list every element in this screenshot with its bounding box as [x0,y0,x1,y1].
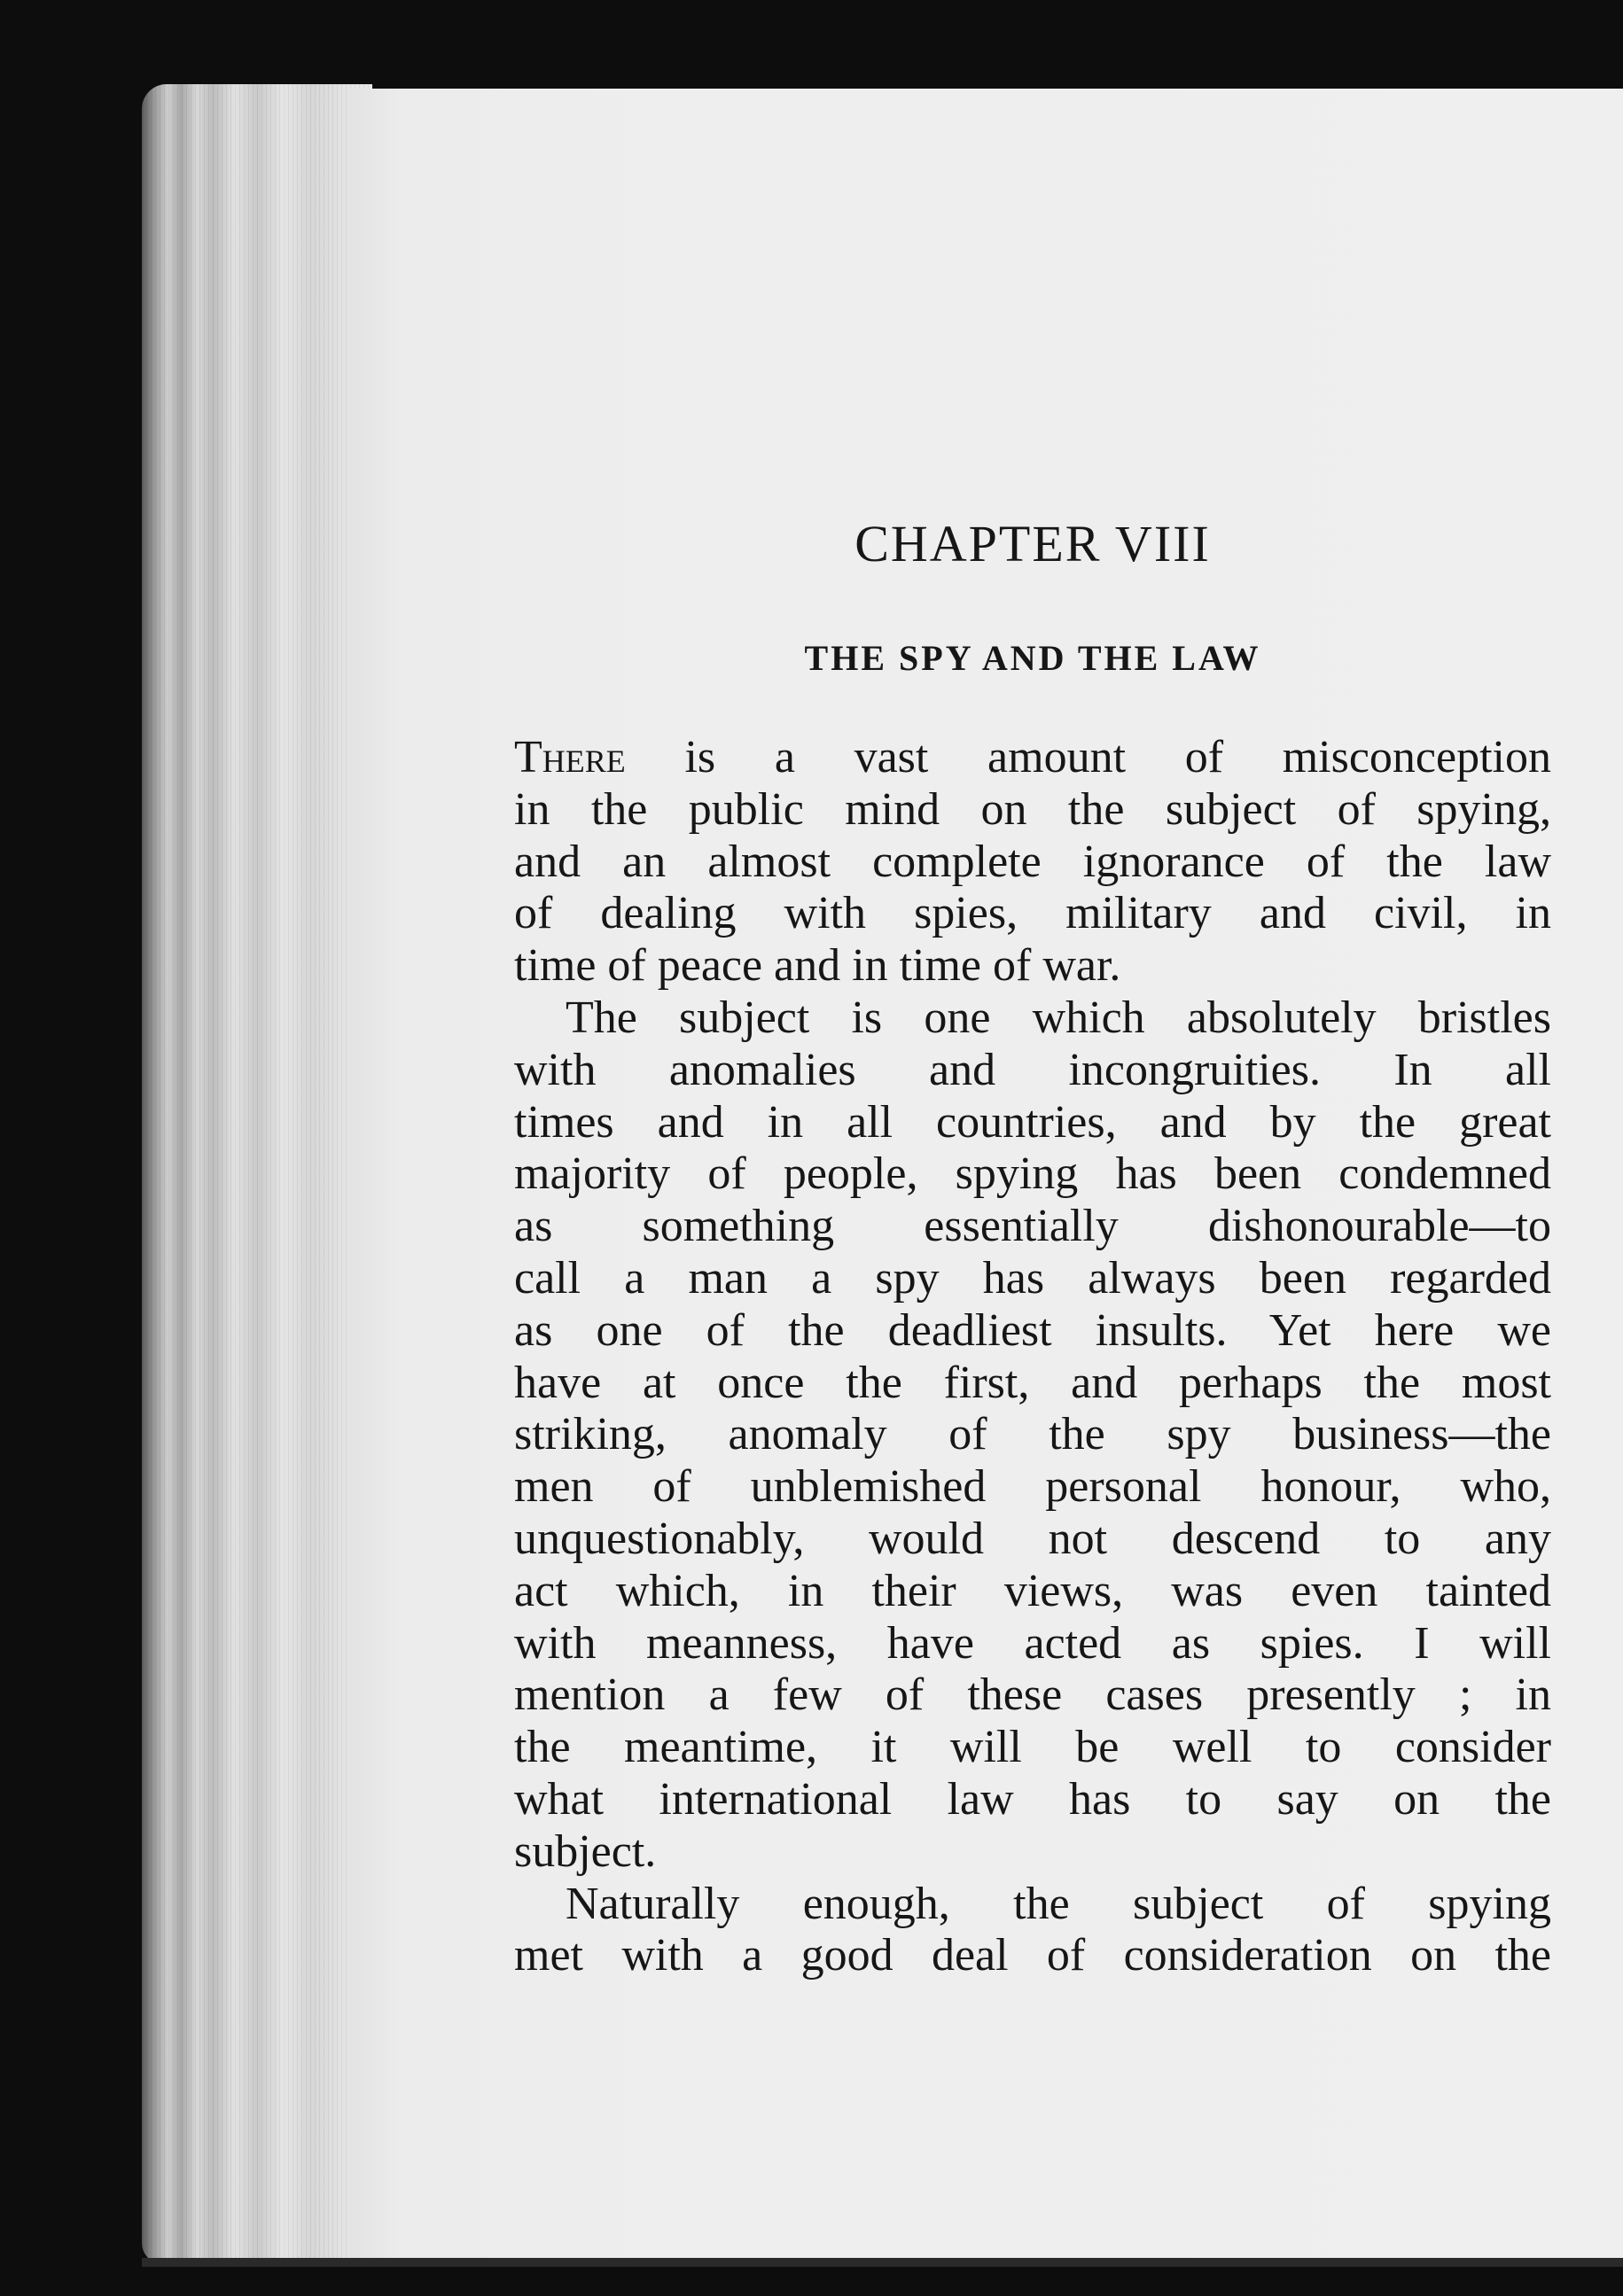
text-line: act which, in their views, was even tainted [514,1565,1551,1616]
chapter-subtitle: THE SPY AND THE LAW [804,638,1261,678]
text-line: in the public mind on the subject of spying, [514,783,1551,835]
text-line: what international law has to say on the [514,1773,1551,1825]
drop-word: There [514,732,626,782]
text-line: subject. [514,1825,657,1877]
text-line: Naturally enough, the subject of spying [566,1878,1551,1929]
text-line: mention a few of these cases presently ; in [514,1669,1551,1721]
chapter-title: CHAPTER VIII [854,515,1211,572]
body-text [514,732,1551,1982]
text-line: time of peace and in time of war. [514,940,1121,992]
text-line: striking, anomaly of the spy business—the [514,1409,1551,1460]
book-bottom-shadow [142,2258,1623,2267]
page-edges [142,84,372,2264]
text-line [514,732,1551,784]
text-line: have at once the first, and perhaps the most [514,1357,1551,1408]
text-line: call a man a spy has always been regarded [514,1252,1551,1304]
text-line: and an almost complete ignorance of the law [514,836,1551,887]
text-line: with meanness, have acted as spies. I will [514,1617,1551,1669]
text-line: The subject is one which absolutely bristles [566,992,1551,1043]
text-line: as one of the deadliest insults. Yet here we [514,1304,1551,1356]
text-line: the meantime, it will be well to consider [514,1722,1551,1773]
text-line-rest: is a vast amount of misconception [625,732,1551,782]
text-line: times and in all countries, and by the great [514,1096,1551,1148]
text-line: majority of people, spying has been condemned [514,1148,1551,1200]
text-line: met with a good deal of consideration on the [514,1930,1551,1981]
text-line: men of unblemished personal honour, who, [514,1461,1551,1513]
text-line: with anomalies and incongruities. In all [514,1044,1551,1095]
text-line: unquestionably, would not descend to any [514,1513,1551,1564]
text-line: as something essentially dishonourable—to [514,1201,1551,1252]
text-line: of dealing with spies, military and civil, in [514,888,1551,939]
